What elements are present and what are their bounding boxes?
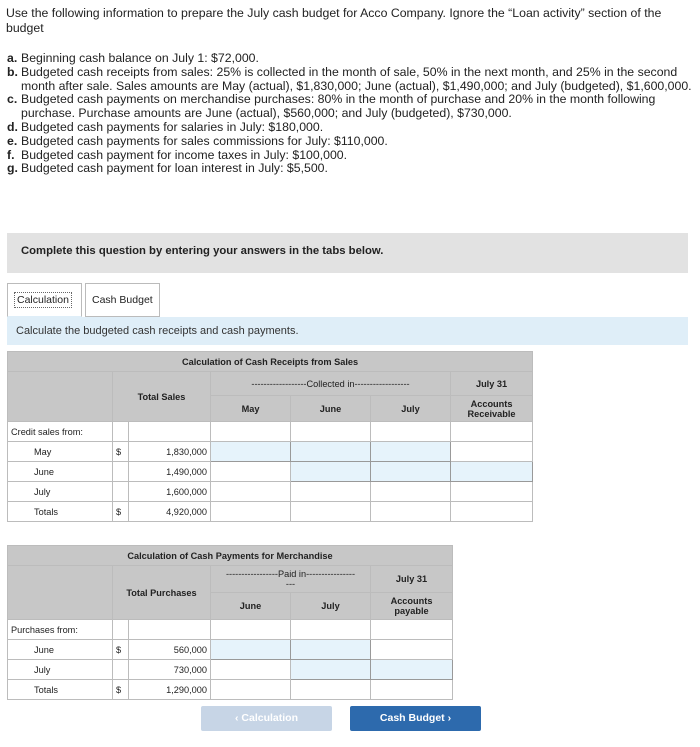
item-label: a. bbox=[7, 51, 18, 65]
info-item bbox=[7, 52, 697, 66]
june-header: June bbox=[211, 593, 291, 620]
info-item bbox=[7, 135, 697, 149]
paid-in-dash: --- bbox=[285, 579, 296, 589]
purchases-from-label: Purchases from: bbox=[8, 620, 113, 640]
purchase-value: 560,000 bbox=[129, 640, 211, 660]
july31-header: July 31 bbox=[451, 372, 533, 396]
credit-sales-label: Credit sales from: bbox=[8, 422, 113, 442]
july-payment-input[interactable] bbox=[291, 640, 371, 660]
may-collection-input[interactable] bbox=[211, 442, 291, 462]
table-row bbox=[8, 502, 533, 522]
collected-in-header: ------------------Collected in------------------ bbox=[211, 372, 451, 396]
table-row bbox=[8, 680, 533, 700]
row-label: June bbox=[8, 640, 113, 660]
july-header: July bbox=[371, 396, 451, 422]
row-label: Totals bbox=[8, 502, 113, 522]
dollar-sign bbox=[113, 462, 129, 482]
tab-calculation[interactable] bbox=[7, 283, 82, 317]
paid-in-header: -----------------Paid in---------------- bbox=[225, 569, 356, 579]
payments-title: Calculation of Cash Payments for Merchandise bbox=[8, 546, 453, 566]
item-text: Budgeted cash receipts from sales: 25% is collected in the month of sale, 50% in the next month, and 25% in the second month after sale. Sales amounts are May (actual), $1,830,000; June (actual), $1,490,000; and July (budgeted), $1,600,000. bbox=[21, 64, 692, 93]
info-item bbox=[7, 66, 697, 94]
item-text: Budgeted cash payment for loan interest in July: $5,500. bbox=[21, 161, 328, 176]
dollar-sign bbox=[113, 482, 129, 502]
purchase-value: 730,000 bbox=[129, 660, 211, 680]
may-header: May bbox=[211, 396, 291, 422]
table-row bbox=[8, 482, 533, 502]
item-label: d. bbox=[7, 119, 18, 134]
june-payment-input[interactable] bbox=[211, 640, 291, 660]
dollar-sign: $ bbox=[113, 640, 129, 660]
ap-input[interactable] bbox=[371, 660, 453, 680]
row-label: July bbox=[8, 660, 113, 680]
table-row bbox=[8, 462, 533, 482]
next-tab-button[interactable] bbox=[350, 706, 481, 731]
july-header: July bbox=[291, 593, 371, 620]
june-header: June bbox=[291, 396, 371, 422]
ar-input[interactable] bbox=[451, 462, 533, 482]
row-label: July bbox=[8, 482, 113, 502]
july31-header: July 31 bbox=[371, 566, 453, 593]
section-instruction: Calculate the budgeted cash receipts and cash payments. bbox=[7, 317, 688, 345]
total-purchases-header: Total Purchases bbox=[113, 566, 211, 620]
dollar-sign: $ bbox=[113, 442, 129, 462]
info-item bbox=[7, 162, 697, 176]
tab-calculation-label: Calculation bbox=[14, 292, 72, 308]
accounts-payable-header: Accounts payable bbox=[371, 593, 453, 620]
cash-payments-table bbox=[7, 545, 533, 700]
dollar-sign bbox=[113, 660, 129, 680]
row-label: May bbox=[8, 442, 113, 462]
purchase-total: 1,290,000 bbox=[129, 680, 211, 700]
dollar-sign: $ bbox=[113, 680, 129, 700]
total-sales-header: Total Sales bbox=[113, 372, 211, 422]
sales-value: 1,830,000 bbox=[129, 442, 211, 462]
july-collection-input[interactable] bbox=[371, 462, 451, 482]
next-tab-label: Cash Budget bbox=[379, 712, 445, 724]
item-label: g. bbox=[7, 161, 18, 176]
sales-total: 4,920,000 bbox=[129, 502, 211, 522]
info-item bbox=[7, 121, 697, 135]
info-item bbox=[7, 93, 697, 121]
table-row bbox=[8, 660, 533, 680]
accounts-receivable-header: Accounts Receivable bbox=[451, 396, 533, 422]
item-label: c. bbox=[7, 92, 18, 107]
july-collection-input[interactable] bbox=[371, 442, 451, 462]
cash-receipts-table bbox=[7, 351, 533, 522]
item-text: Budgeted cash payments for salaries in July: $180,000. bbox=[21, 119, 324, 134]
receipts-title: Calculation of Cash Receipts from Sales bbox=[8, 352, 533, 372]
item-text: Budgeted cash payment for income taxes in July: $100,000. bbox=[21, 147, 348, 162]
row-label: June bbox=[8, 462, 113, 482]
info-item bbox=[7, 149, 697, 163]
june-collection-input[interactable] bbox=[291, 462, 371, 482]
prev-tab-label: Calculation bbox=[241, 712, 298, 724]
dollar-sign: $ bbox=[113, 502, 129, 522]
item-text: Budgeted cash payments on merchandise purchases: 80% in the month of purchase and 20% in the month following purchase. Purchase amounts are June (actual), $560,000; and July (budgeted), $730,000. bbox=[21, 92, 656, 121]
info-list bbox=[7, 52, 697, 176]
instructions: Use the following information to prepare the July cash budget for Acco Company. Ignore the “Loan activity” section of the budget bbox=[6, 6, 662, 35]
item-label: e. bbox=[7, 133, 18, 148]
chevron-right-icon: › bbox=[447, 712, 452, 724]
july-payment-input[interactable] bbox=[291, 660, 371, 680]
table-row bbox=[8, 640, 533, 660]
table-row bbox=[8, 442, 533, 462]
chevron-left-icon: ‹ bbox=[234, 712, 239, 724]
item-label: f. bbox=[7, 147, 15, 162]
june-collection-input[interactable] bbox=[291, 442, 371, 462]
sales-value: 1,490,000 bbox=[129, 462, 211, 482]
item-label: b. bbox=[7, 64, 18, 79]
tab-cash-budget-label: Cash Budget bbox=[92, 294, 153, 306]
row-label: Totals bbox=[8, 680, 113, 700]
instruction-banner: Complete this question by entering your answers in the tabs below. bbox=[7, 233, 688, 273]
prev-tab-button[interactable] bbox=[201, 706, 332, 731]
sales-value: 1,600,000 bbox=[129, 482, 211, 502]
tab-cash-budget[interactable] bbox=[85, 283, 160, 317]
item-text: Budgeted cash payments for sales commissions for July: $110,000. bbox=[21, 133, 388, 148]
item-text: Beginning cash balance on July 1: $72,000. bbox=[21, 51, 259, 65]
